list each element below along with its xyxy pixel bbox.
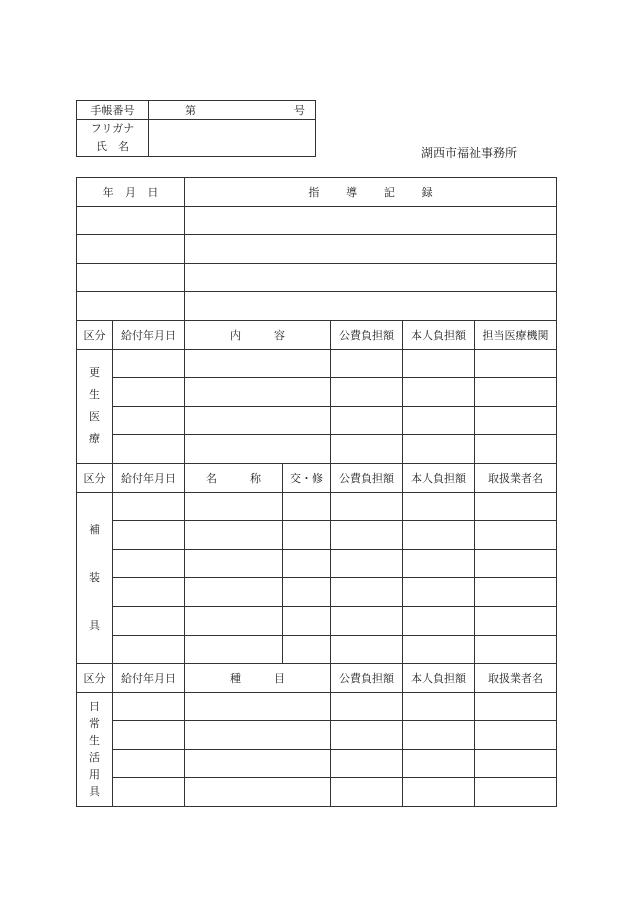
devices-date-cell[interactable] <box>113 549 185 578</box>
medical-public-cell[interactable] <box>331 435 403 464</box>
devices-col-vendor: 取扱業者名 <box>475 463 557 492</box>
medical-self-cell[interactable] <box>403 349 475 378</box>
daily-vendor-cell[interactable] <box>475 721 557 750</box>
daily-date-cell[interactable] <box>113 778 185 807</box>
devices-date-cell[interactable] <box>113 578 185 607</box>
devices-section-label: 補 装 具 <box>77 492 113 664</box>
medical-col-category: 区分 <box>77 320 113 349</box>
name-label-cell <box>77 120 149 157</box>
daily-public-cell[interactable] <box>331 778 403 807</box>
date-header: 年 月 日 <box>77 178 185 207</box>
daily-vendor-cell[interactable] <box>475 749 557 778</box>
devices-self-cell[interactable] <box>403 492 475 521</box>
devices-public-cell[interactable] <box>331 635 403 664</box>
daily-item-cell[interactable] <box>185 778 331 807</box>
daily-col-item: 種 目 <box>185 664 331 693</box>
devices-public-cell[interactable] <box>331 521 403 550</box>
devices-name-cell[interactable] <box>185 606 283 635</box>
medical-col-self: 本人負担額 <box>403 320 475 349</box>
daily-public-cell[interactable] <box>331 749 403 778</box>
medical-institution-cell[interactable] <box>475 349 557 378</box>
medical-col-public: 公費負担額 <box>331 320 403 349</box>
daily-public-cell[interactable] <box>331 721 403 750</box>
daily-date-cell[interactable] <box>113 721 185 750</box>
devices-self-cell[interactable] <box>403 578 475 607</box>
daily-section-label: 日 常 生 活 用 具 <box>77 692 113 806</box>
notebook-number-field[interactable] <box>149 101 316 120</box>
medical-col-content: 内 容 <box>185 320 331 349</box>
daily-vendor-cell[interactable] <box>475 692 557 721</box>
guidance-record-cell[interactable] <box>185 263 557 292</box>
devices-date-cell[interactable] <box>113 606 185 635</box>
devices-self-cell[interactable] <box>403 549 475 578</box>
medical-content-cell[interactable] <box>185 349 331 378</box>
daily-date-cell[interactable] <box>113 692 185 721</box>
medical-content-cell[interactable] <box>185 378 331 407</box>
name-field[interactable] <box>149 120 316 157</box>
record-header: 指 導 記 録 <box>185 178 557 207</box>
daily-col-date: 給付年月日 <box>113 664 185 693</box>
devices-exchange-cell[interactable] <box>283 635 331 664</box>
devices-exchange-cell[interactable] <box>283 549 331 578</box>
medical-institution-cell[interactable] <box>475 406 557 435</box>
devices-exchange-cell[interactable] <box>283 492 331 521</box>
devices-col-exchange: 交・修 <box>283 463 331 492</box>
devices-vendor-cell[interactable] <box>475 606 557 635</box>
devices-vendor-cell[interactable] <box>475 492 557 521</box>
medical-public-cell[interactable] <box>331 406 403 435</box>
daily-item-cell[interactable] <box>185 692 331 721</box>
furigana-label: フリガナ <box>90 122 135 135</box>
devices-name-cell[interactable] <box>185 521 283 550</box>
guidance-record-cell[interactable] <box>185 206 557 235</box>
daily-self-cell[interactable] <box>403 749 475 778</box>
devices-date-cell[interactable] <box>113 492 185 521</box>
devices-self-cell[interactable] <box>403 635 475 664</box>
medical-section-label: 更 生 医 療 <box>77 349 113 463</box>
daily-item-cell[interactable] <box>185 749 331 778</box>
medical-date-cell[interactable] <box>113 349 185 378</box>
devices-public-cell[interactable] <box>331 492 403 521</box>
devices-public-cell[interactable] <box>331 549 403 578</box>
medical-public-cell[interactable] <box>331 378 403 407</box>
daily-vendor-cell[interactable] <box>475 778 557 807</box>
devices-exchange-cell[interactable] <box>283 606 331 635</box>
number-prefix: 第 <box>185 104 196 117</box>
daily-col-vendor: 取扱業者名 <box>475 664 557 693</box>
devices-vendor-cell[interactable] <box>475 549 557 578</box>
devices-date-cell[interactable] <box>113 521 185 550</box>
daily-self-cell[interactable] <box>403 778 475 807</box>
daily-self-cell[interactable] <box>403 692 475 721</box>
daily-date-cell[interactable] <box>113 749 185 778</box>
number-suffix: 号 <box>294 104 305 117</box>
medical-content-cell[interactable] <box>185 435 331 464</box>
devices-exchange-cell[interactable] <box>283 521 331 550</box>
medical-col-date: 給付年月日 <box>113 320 185 349</box>
devices-vendor-cell[interactable] <box>475 521 557 550</box>
devices-self-cell[interactable] <box>403 606 475 635</box>
daily-self-cell[interactable] <box>403 721 475 750</box>
devices-col-date: 給付年月日 <box>113 463 185 492</box>
daily-public-cell[interactable] <box>331 692 403 721</box>
devices-name-cell[interactable] <box>185 635 283 664</box>
devices-col-category: 区分 <box>77 463 113 492</box>
devices-name-cell[interactable] <box>185 549 283 578</box>
medical-self-cell[interactable] <box>403 435 475 464</box>
guidance-record-cell[interactable] <box>185 292 557 321</box>
devices-name-cell[interactable] <box>185 492 283 521</box>
devices-public-cell[interactable] <box>331 578 403 607</box>
medical-institution-cell[interactable] <box>475 435 557 464</box>
guidance-date-cell[interactable] <box>77 292 185 321</box>
daily-col-category: 区分 <box>77 664 113 693</box>
notebook-number-label: 手帳番号 <box>77 101 149 120</box>
devices-self-cell[interactable] <box>403 521 475 550</box>
devices-vendor-cell[interactable] <box>475 635 557 664</box>
guidance-date-cell[interactable] <box>77 263 185 292</box>
devices-col-self: 本人負担額 <box>403 463 475 492</box>
medical-self-cell[interactable] <box>403 378 475 407</box>
devices-vendor-cell[interactable] <box>475 578 557 607</box>
guidance-date-cell[interactable] <box>77 235 185 264</box>
devices-col-public: 公費負担額 <box>331 463 403 492</box>
header-table <box>76 100 316 157</box>
daily-col-self: 本人負担額 <box>403 664 475 693</box>
record-table <box>76 177 557 807</box>
guidance-record-cell[interactable] <box>185 235 557 264</box>
medical-col-institution: 担当医療機関 <box>475 320 557 349</box>
medical-self-cell[interactable] <box>403 406 475 435</box>
office-name: 湖西市福祉事務所 <box>421 146 518 160</box>
devices-exchange-cell[interactable] <box>283 578 331 607</box>
name-label: 氏 名 <box>96 140 129 153</box>
devices-date-cell[interactable] <box>113 635 185 664</box>
medical-content-cell[interactable] <box>185 406 331 435</box>
daily-col-public: 公費負担額 <box>331 664 403 693</box>
devices-name-cell[interactable] <box>185 578 283 607</box>
medical-date-cell[interactable] <box>113 378 185 407</box>
devices-col-name: 名 称 <box>185 463 283 492</box>
devices-public-cell[interactable] <box>331 606 403 635</box>
medical-public-cell[interactable] <box>331 349 403 378</box>
medical-date-cell[interactable] <box>113 406 185 435</box>
guidance-date-cell[interactable] <box>77 206 185 235</box>
medical-institution-cell[interactable] <box>475 378 557 407</box>
daily-item-cell[interactable] <box>185 721 331 750</box>
medical-date-cell[interactable] <box>113 435 185 464</box>
